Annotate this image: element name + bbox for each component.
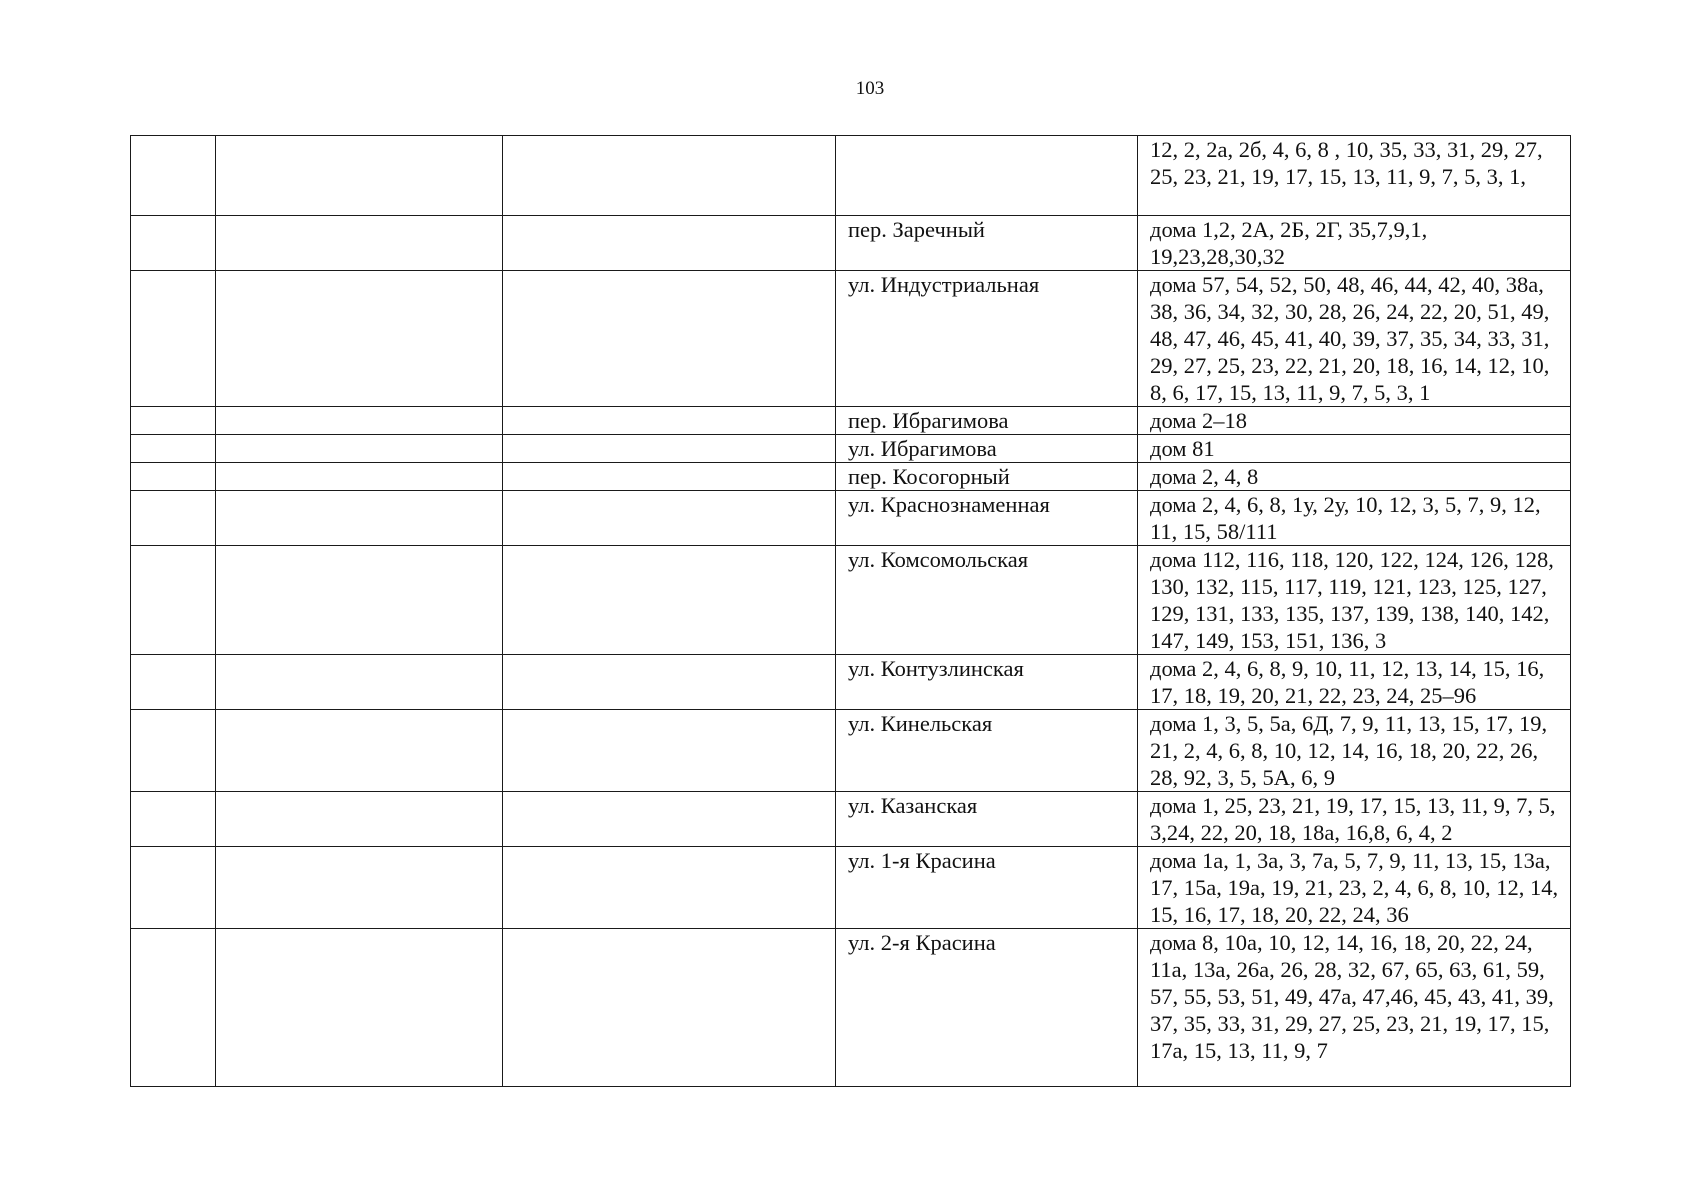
cell-organization <box>503 216 836 271</box>
house-numbers: дома 57, 54, 52, 50, 48, 46, 44, 42, 40, 38а, 38, 36, 34, 32, 30, 28, 26, 24, 22, 20, 51, 49, 48, 47, 46, 45, 41, 40, 39, 37, 35, 34, 33, 31, 29, 27, 25, 23, 22, 21, 20, 18, 16, 14, 12, 10, 8, 6, 17, 15, 13, 11, 9, 7, 5, 3, 1 <box>1138 271 1571 407</box>
cell-number <box>131 546 216 655</box>
cell-number <box>131 655 216 710</box>
house-numbers: дома 1, 25, 23, 21, 19, 17, 15, 13, 11, 9, 7, 5, 3,24, 22, 20, 18, 18а, 16,8, 6, 4, 2 <box>1138 792 1571 847</box>
cell-number <box>131 491 216 546</box>
page-number: 103 <box>855 78 885 99</box>
cell-district <box>216 435 503 463</box>
house-numbers: дома 2–18 <box>1138 407 1571 435</box>
cell-district <box>216 546 503 655</box>
cell-district <box>216 792 503 847</box>
cell-number <box>131 710 216 792</box>
table-row <box>131 136 1571 216</box>
cell-number <box>131 216 216 271</box>
street-name: ул. Комсомольская <box>836 546 1138 655</box>
cell-district <box>216 491 503 546</box>
cell-organization <box>503 710 836 792</box>
table-row <box>131 271 1571 407</box>
cell-district <box>216 847 503 929</box>
street-name: пер. Заречный <box>836 216 1138 271</box>
house-numbers: дома 1,2, 2А, 2Б, 2Г, 35,7,9,1, 19,23,28,30,32 <box>1138 216 1571 271</box>
cell-organization <box>503 271 836 407</box>
cell-district <box>216 929 503 1087</box>
cell-organization <box>503 407 836 435</box>
street-name: пер. Ибрагимова <box>836 407 1138 435</box>
street-name: ул. Казанская <box>836 792 1138 847</box>
street-name: ул. Кинельская <box>836 710 1138 792</box>
cell-organization <box>503 792 836 847</box>
street-name: ул. Контузлинская <box>836 655 1138 710</box>
house-numbers: дома 8, 10а, 10, 12, 14, 16, 18, 20, 22, 24, 11а, 13а, 26а, 26, 28, 32, 67, 65, 63, 61, 59, 57, 55, 53, 51, 49, 47а, 47,46, 45, 43, 41, 39, 37, 35, 33, 31, 29, 27, 25, 23, 21, 19, 17, 15, 17а, 15, 13, 11, 9, 7 <box>1138 929 1571 1087</box>
cell-district <box>216 271 503 407</box>
house-numbers: 12, 2, 2а, 2б, 4, 6, 8 , 10, 35, 33, 31, 29, 27, 25, 23, 21, 19, 17, 15, 13, 11, 9, 7, 5, 3, 1, <box>1138 136 1571 216</box>
cell-number <box>131 929 216 1087</box>
table-row <box>131 546 1571 655</box>
table-row <box>131 463 1571 491</box>
cell-district <box>216 655 503 710</box>
cell-number <box>131 271 216 407</box>
house-numbers: дома 1, 3, 5, 5а, 6Д, 7, 9, 11, 13, 15, 17, 19, 21, 2, 4, 6, 8, 10, 12, 14, 16, 18, 20, 22, 26, 28, 92, 3, 5, 5А, 6, 9 <box>1138 710 1571 792</box>
street-name: ул. 2-я Красина <box>836 929 1138 1087</box>
cell-district <box>216 463 503 491</box>
table-row <box>131 435 1571 463</box>
cell-number <box>131 136 216 216</box>
street-name: ул. Индустриальная <box>836 271 1138 407</box>
house-numbers: дома 2, 4, 6, 8, 9, 10, 11, 12, 13, 14, 15, 16, 17, 18, 19, 20, 21, 22, 23, 24, 25–96 <box>1138 655 1571 710</box>
cell-organization <box>503 463 836 491</box>
cell-number <box>131 792 216 847</box>
table-row <box>131 847 1571 929</box>
street-name: ул. Ибрагимова <box>836 435 1138 463</box>
house-numbers: дома 2, 4, 6, 8, 1у, 2у, 10, 12, 3, 5, 7, 9, 12, 11, 15, 58/111 <box>1138 491 1571 546</box>
street-name: ул. 1-я Красина <box>836 847 1138 929</box>
cell-organization <box>503 546 836 655</box>
house-numbers: дома 112, 116, 118, 120, 122, 124, 126, 128, 130, 132, 115, 117, 119, 121, 123, 125, 127, 129, 131, 133, 135, 137, 139, 138, 140, 142, 147, 149, 153, 151, 136, 3 <box>1138 546 1571 655</box>
table-row <box>131 792 1571 847</box>
table-row <box>131 929 1571 1087</box>
street-name: пер. Косогорный <box>836 463 1138 491</box>
table-row <box>131 216 1571 271</box>
street-name <box>836 136 1138 216</box>
table-row <box>131 407 1571 435</box>
cell-organization <box>503 655 836 710</box>
house-numbers: дом 81 <box>1138 435 1571 463</box>
cell-organization <box>503 847 836 929</box>
cell-district <box>216 216 503 271</box>
cell-number <box>131 463 216 491</box>
cell-organization <box>503 435 836 463</box>
house-numbers: дома 1а, 1, 3а, 3, 7а, 5, 7, 9, 11, 13, 15, 13а, 17, 15а, 19а, 19, 21, 23, 2, 4, 6, 8, 10, 12, 14, 15, 16, 17, 18, 20, 22, 24, 36 <box>1138 847 1571 929</box>
cell-number <box>131 435 216 463</box>
cell-number <box>131 407 216 435</box>
table-row <box>131 491 1571 546</box>
cell-district <box>216 136 503 216</box>
cell-organization <box>503 491 836 546</box>
address-table <box>130 135 1571 1087</box>
table-row <box>131 710 1571 792</box>
table-row <box>131 655 1571 710</box>
street-name: ул. Краснознаменная <box>836 491 1138 546</box>
house-numbers: дома 2, 4, 8 <box>1138 463 1571 491</box>
cell-number <box>131 847 216 929</box>
cell-district <box>216 407 503 435</box>
cell-district <box>216 710 503 792</box>
cell-organization <box>503 136 836 216</box>
cell-organization <box>503 929 836 1087</box>
